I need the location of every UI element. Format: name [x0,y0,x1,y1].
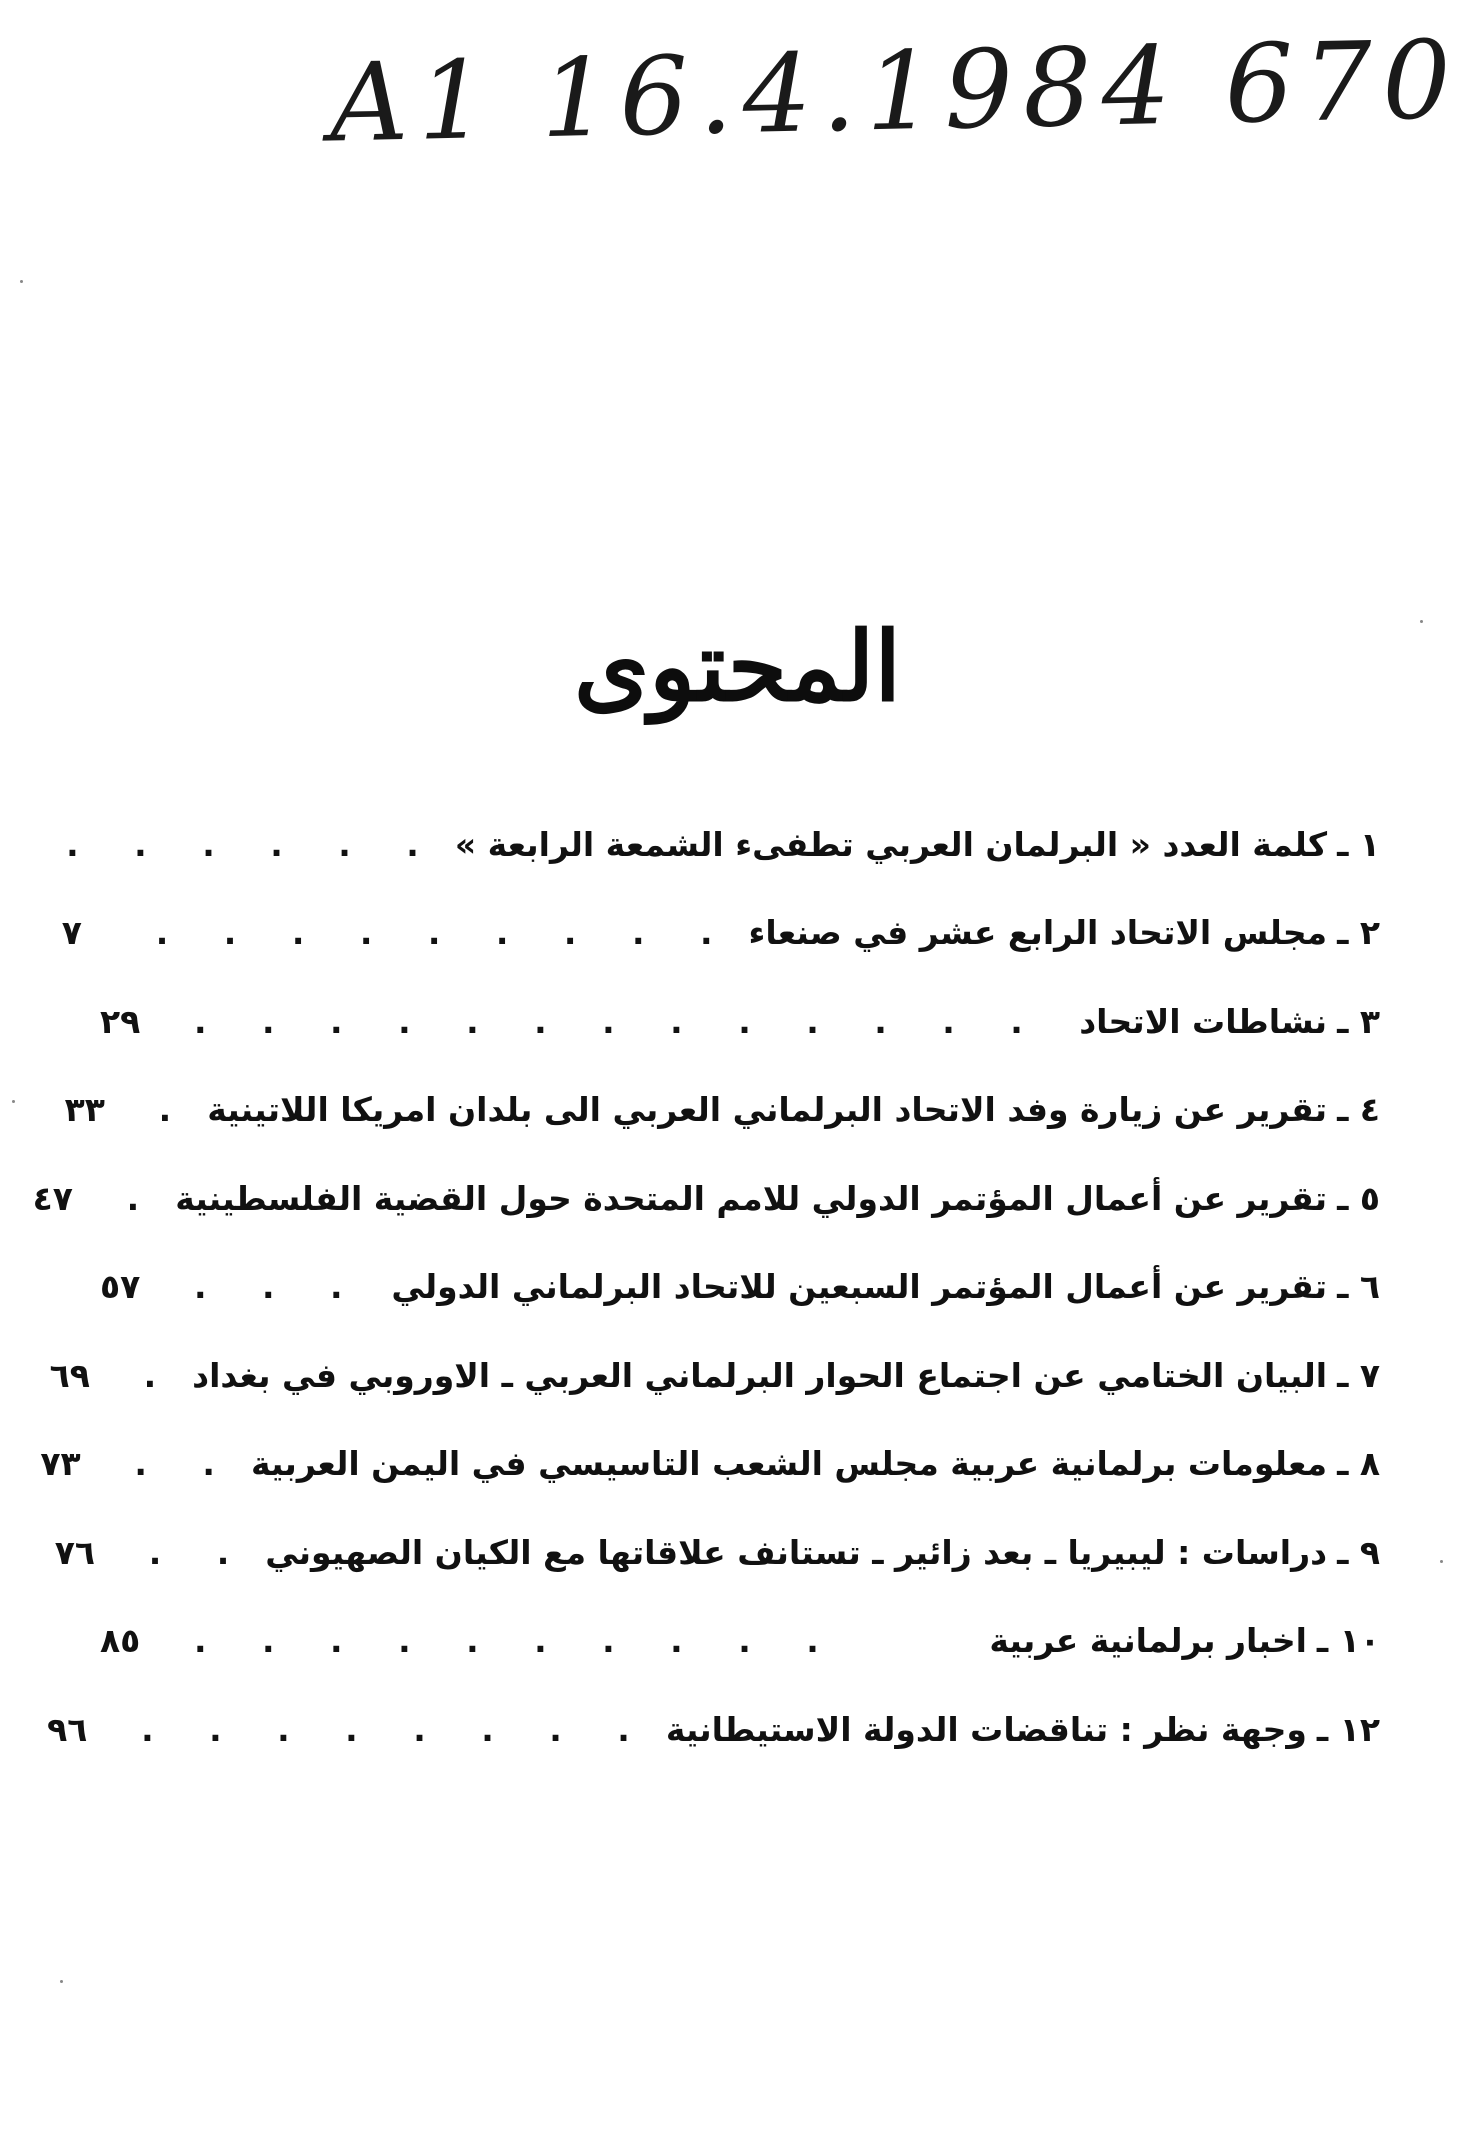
toc-item-number: ٢ ـ [1337,913,1380,953]
toc-item-title: نشاطات الاتحاد [1079,1001,1328,1041]
toc-page-number: ٣٣ [64,1090,105,1130]
toc-row [61,889,1380,978]
toc-page-number: ٩٦ [47,1709,88,1749]
toc-page-number: ٦٩ [49,1355,90,1395]
toc-leader-dots: . [143,1355,179,1395]
scan-speck [1420,620,1423,623]
toc-page-number: ٥٧ [100,1267,141,1307]
toc-page-number: ٧٦ [54,1532,95,1572]
toc-item-number: ٦ ـ [1337,1267,1380,1307]
toc-row [64,1066,1380,1155]
toc-row [32,1154,1380,1243]
toc-leader-dots: . . . [194,1267,365,1307]
toc-leader-dots: . . . . . . . . . [155,913,735,953]
toc-row [49,1331,1380,1420]
table-of-contents [32,800,1380,1774]
toc-item-title: دراسات : ليبيريا ـ بعد زائير ـ تستانف علاقاتها مع الكيان الصهيوني [265,1532,1328,1572]
toc-page-number: ٨٥ [100,1621,141,1661]
toc-leader-dots: . . [134,1444,237,1484]
toc-row [47,1685,1380,1774]
toc-item-number: ٨ ـ [1337,1444,1380,1484]
toc-page-number: ٢٩ [100,1001,141,1041]
toc-leader-dots: . . . . . . . . . . [194,1621,841,1661]
toc-item-number: ٥ ـ [1337,1178,1380,1218]
page-title: المحتوى [573,610,902,723]
toc-item-title: مجلس الاتحاد الرابع عشر في صنعاء [748,913,1328,953]
toc-item-title: كلمة العدد « البرلمان العربي تطفىء الشمعة الرابعة » [454,824,1328,864]
toc-item-title: تقرير عن أعمال المؤتمر السبعين للاتحاد البرلماني الدولي [391,1267,1328,1307]
scan-speck [1440,1560,1443,1563]
toc-leader-dots: . [158,1090,194,1130]
toc-item-number: ٤ ـ [1337,1090,1380,1130]
toc-item-title: البيان الختامي عن اجتماع الحوار البرلماني العربي ـ الاوروبي في بغداد [192,1355,1328,1395]
toc-item-number: ١٠ ـ [1316,1621,1380,1661]
handwritten-annotation: A1 16.4.1984 670 [328,17,1463,167]
toc-item-number: ٧ ـ [1337,1355,1380,1395]
scan-speck [12,1100,15,1103]
toc-leader-dots: . [126,1178,162,1218]
toc-item-number: ٩ ـ [1337,1532,1380,1572]
toc-item-number: ١ ـ [1337,824,1380,864]
toc-item-title: وجهة نظر : تناقضات الدولة الاستيطانية [665,1709,1307,1749]
toc-item-number: ٣ ـ [1337,1001,1380,1041]
toc-item-title: تقرير عن أعمال المؤتمر الدولي للامم المتحدة حول القضية الفلسطينية [175,1178,1328,1218]
toc-row [66,800,1380,889]
scan-speck [20,280,23,283]
toc-page-number [0,825,52,864]
toc-row [100,1597,1380,1686]
toc-row [100,1243,1380,1332]
toc-page-number: ٧ [61,913,82,953]
toc-row [40,1420,1380,1509]
toc-leader-dots: . . [148,1532,252,1572]
toc-leader-dots: . . . . . . . . [141,1709,652,1749]
toc-item-title: تقرير عن زيارة وفد الاتحاد البرلماني العربي الى بلدان امريكا اللاتينية [207,1090,1328,1130]
scan-speck [60,1980,63,1983]
toc-row [54,1508,1380,1597]
toc-page-number: ٤٧ [32,1178,73,1218]
toc-page-number: ٧٣ [40,1444,81,1484]
toc-item-number: ١٢ ـ [1316,1709,1380,1749]
toc-leader-dots: . . . . . . . . . . . . . [194,1001,1045,1041]
toc-row [100,977,1380,1066]
toc-leader-dots: . . . . . . [66,824,441,864]
toc-item-title: معلومات برلمانية عربية مجلس الشعب التاسيسي في اليمن العربية [250,1444,1328,1484]
toc-item-title: اخبار برلمانية عربية [989,1621,1307,1661]
